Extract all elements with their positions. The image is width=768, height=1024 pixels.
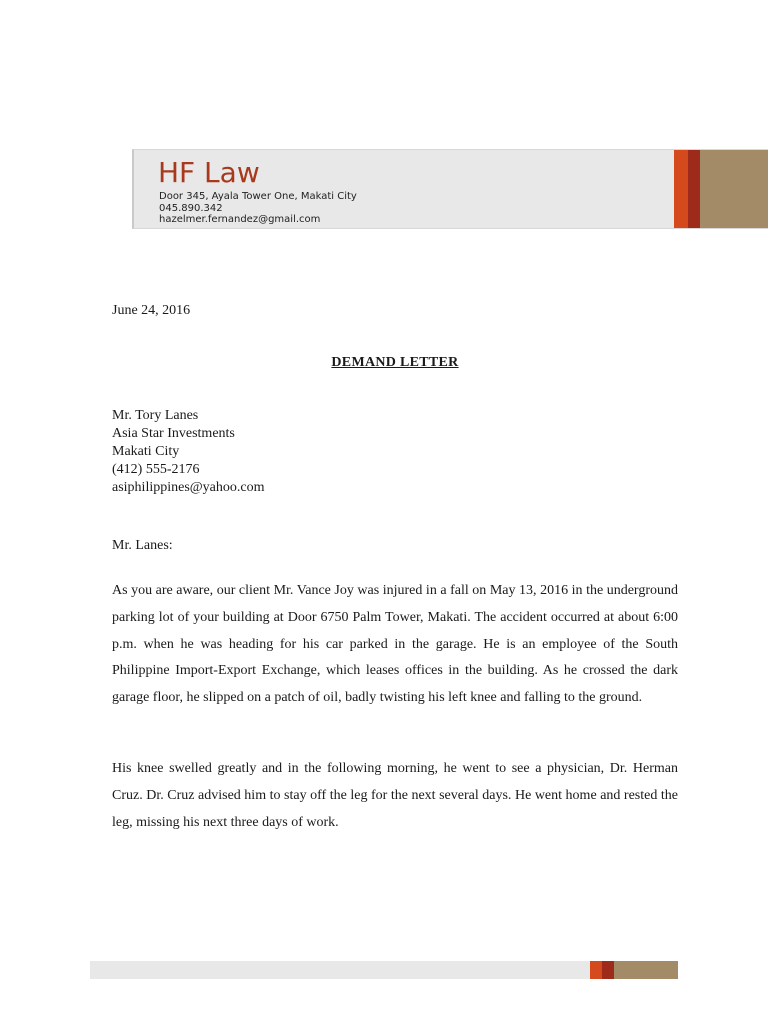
letterhead-band: [132, 149, 768, 229]
recipient-block: [112, 407, 264, 497]
recipient-city: Makati City: [112, 444, 180, 459]
recipient-email: asiphilippines@yahoo.com: [112, 480, 265, 495]
salutation: Mr. Lanes:: [112, 538, 173, 553]
recipient-phone: (412) 555-2176: [112, 462, 200, 477]
letter-date: June 24, 2016: [112, 303, 191, 318]
recipient-company: Asia Star Investments: [112, 426, 235, 441]
header-accent-orange: [674, 150, 688, 228]
letter-title: DEMAND LETTER: [331, 355, 459, 370]
footer-band: [90, 961, 590, 979]
firm-address: Door 345, Ayala Tower One, Makati City: [159, 191, 357, 202]
firm-contact-block: [159, 191, 357, 226]
footer-accent-orange: [590, 961, 602, 979]
body-paragraph-1: As you are aware, our client Mr. Vance Joy was injured in a fall on May 13, 2016 in the underground parking lot of your building at Door 6750 Palm Tower, Makati. The accident occurred at about 6:00 p.m. when he was heading for his car parked in the garage. He is an employee of the South Philippine Import-Export Exchange, which leases offices in the building. As he crossed the dark garage floor, he slipped on a patch of oil, badly twisting his left knee and falling to the ground.: [112, 583, 678, 706]
body-paragraph-2: His knee swelled greatly and in the following morning, he went to see a physician, Dr. Herman Cruz. Dr. Cruz advised him to stay off the leg for the next several days. He went home and rested the leg, missing his next three days of work.: [112, 761, 678, 830]
header-accent-red: [688, 150, 700, 228]
header-accent-tan: [700, 150, 768, 228]
firm-phone: 045.890.342: [159, 202, 223, 214]
firm-name: HF Law: [158, 156, 260, 189]
footer-accent-tan: [614, 961, 678, 979]
firm-email: hazelmer.fernandez@gmail.com: [159, 214, 321, 225]
recipient-name: Mr. Tory Lanes: [112, 408, 199, 423]
footer-accent-red: [602, 961, 614, 979]
